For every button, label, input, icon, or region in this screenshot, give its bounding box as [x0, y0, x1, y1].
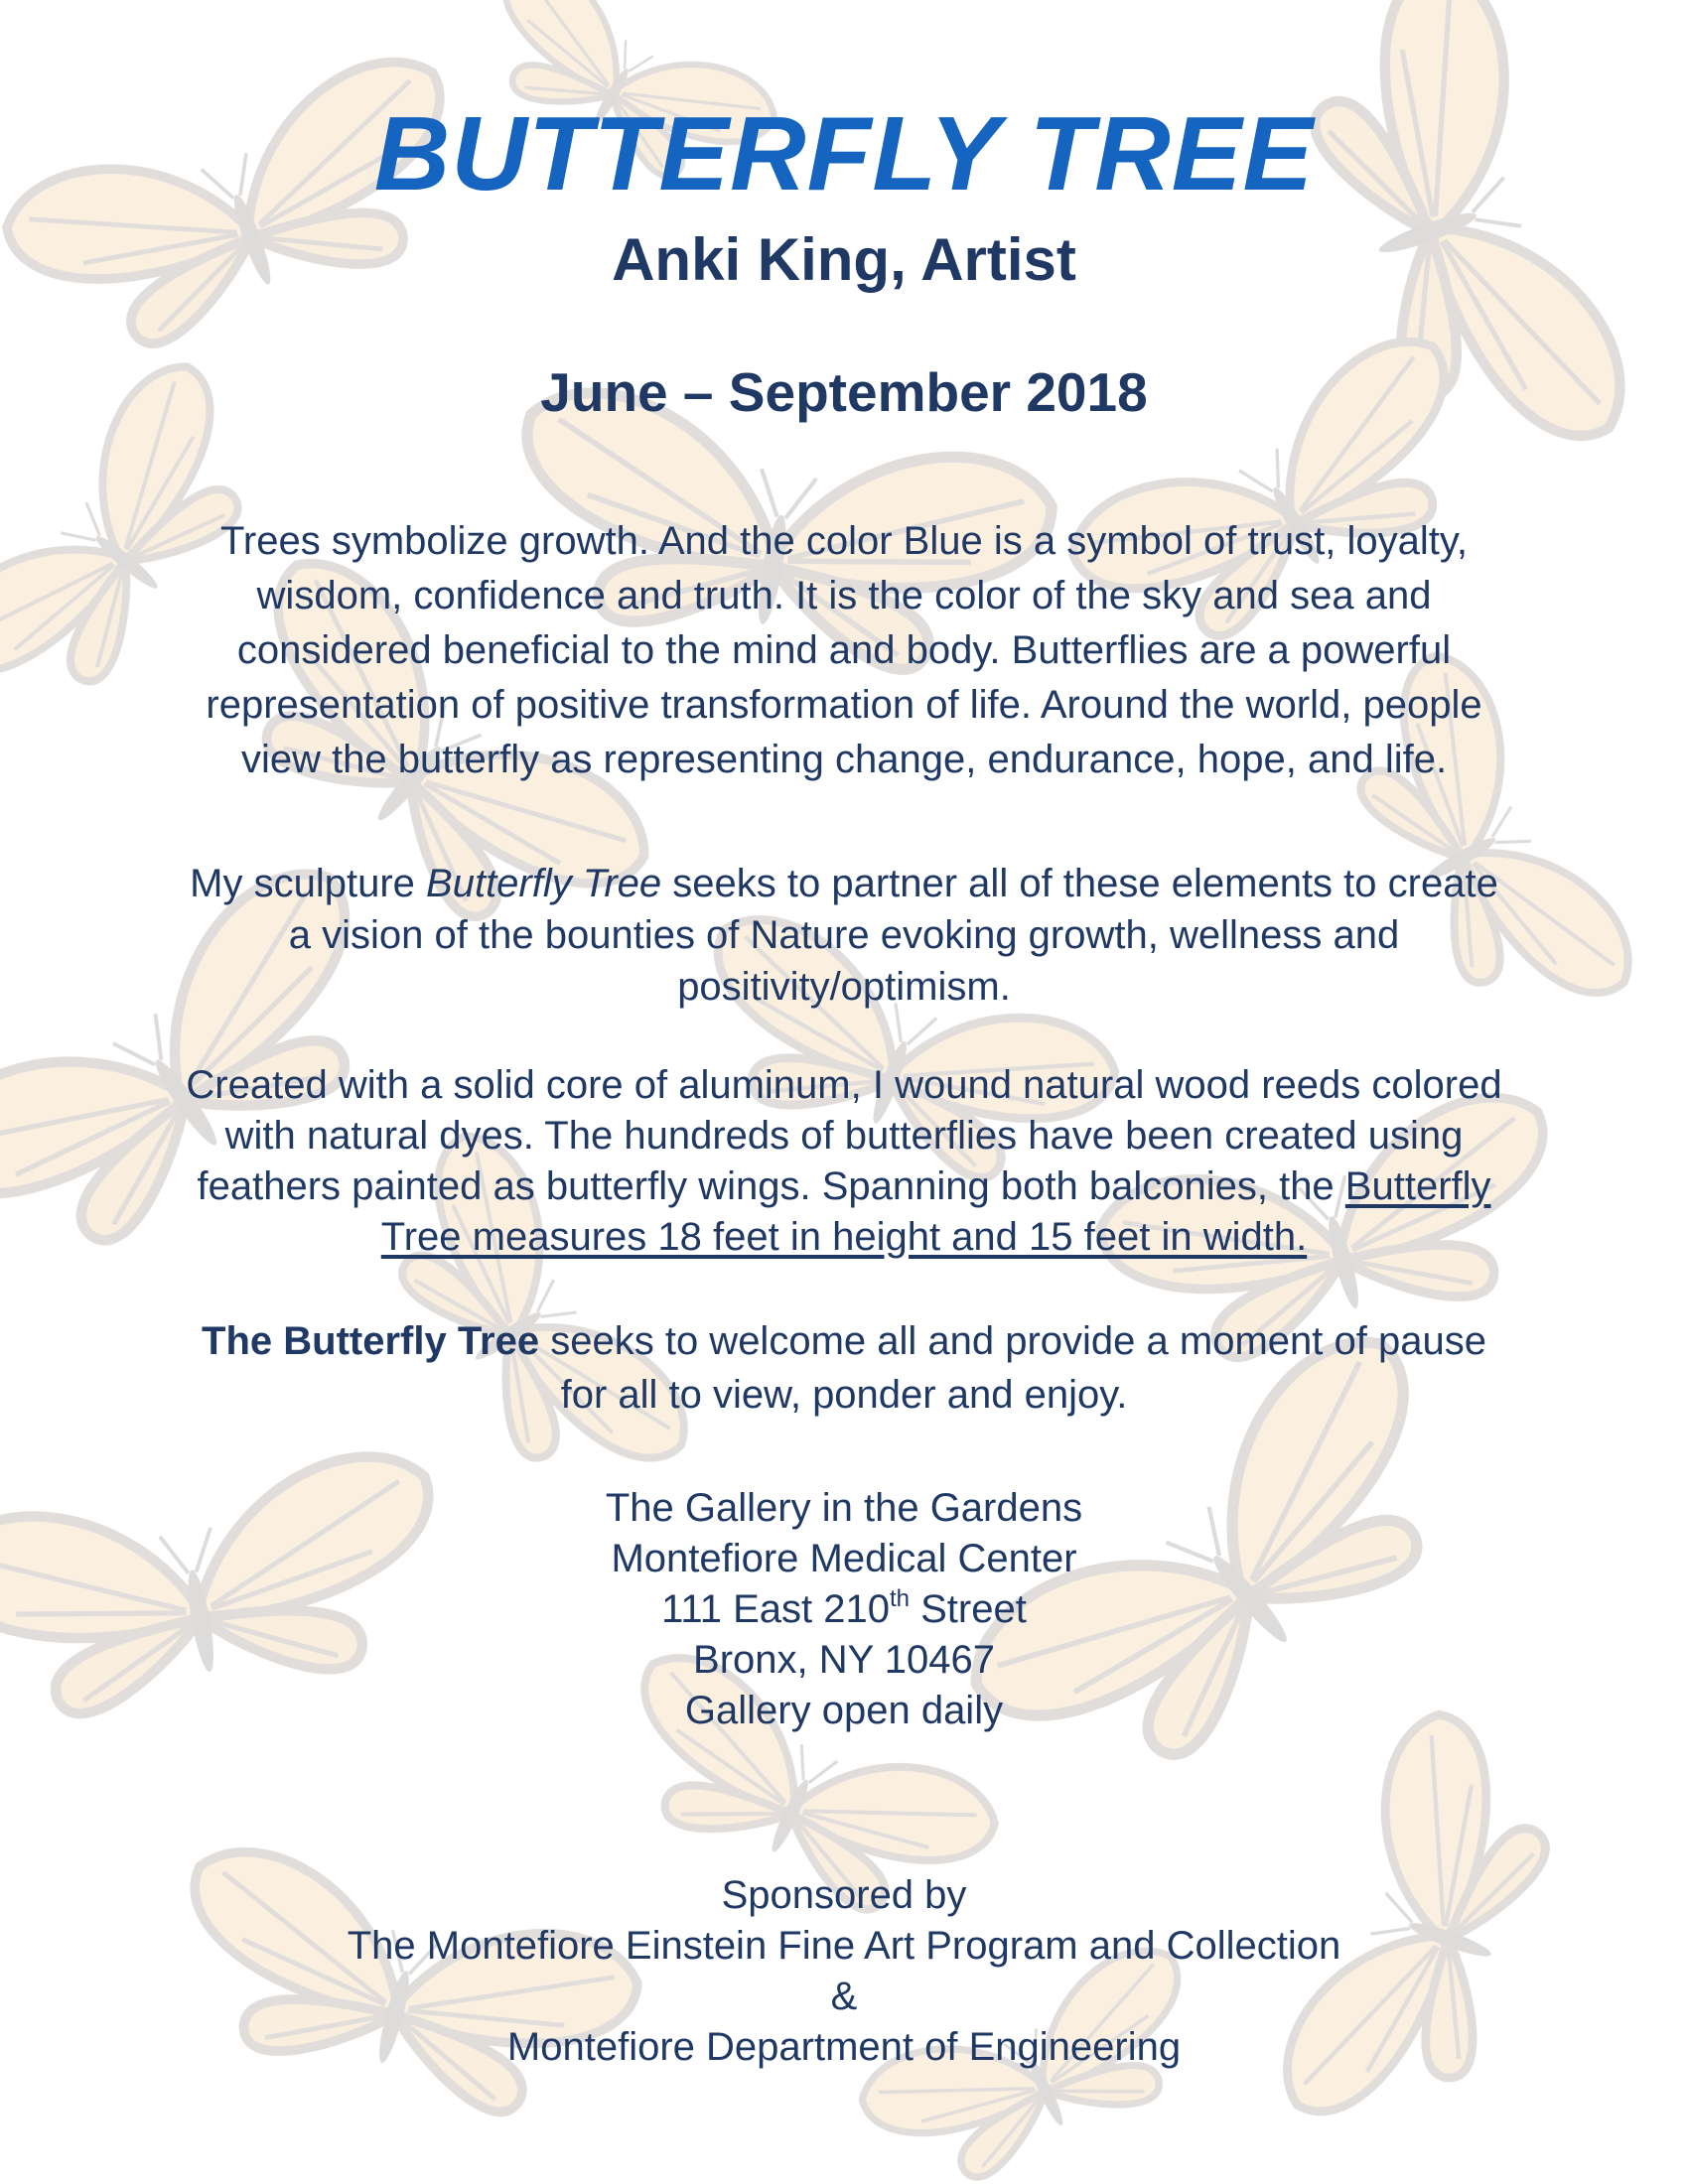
paragraph-line: considered beneficial to the mind and body. Butterflies are a powerful: [236, 628, 1452, 672]
sponsor-ampersand: &: [830, 1975, 858, 2018]
paragraph-welcome: [0, 1314, 1688, 1422]
sponsored-by-label: Sponsored by: [721, 1873, 967, 1917]
paragraph-line: Trees symbolize growth. And the color Blue is a symbol of trust, loyalty,: [219, 519, 1469, 563]
artist-name: Anki King, Artist: [612, 226, 1076, 293]
paragraph-materials: [0, 1060, 1688, 1263]
paragraph-line: for all to view, ponder and enjoy.: [560, 1373, 1128, 1417]
paragraph-sculpture: [0, 858, 1688, 1013]
paragraph-line: My sculpture Butterfly Tree seeks to partner all of these elements to create: [190, 862, 1498, 905]
gallery-hours: Gallery open daily: [684, 1689, 1004, 1732]
paragraph-line: The Butterfly Tree seeks to welcome all and provide a moment of pause: [202, 1319, 1486, 1363]
institution-name: Montefiore Medical Center: [611, 1537, 1077, 1580]
venue-address: [0, 1483, 1688, 1736]
city-state-zip: Bronx, NY 10467: [693, 1638, 995, 1682]
paragraph-line: with natural dyes. The hundreds of butterflies have been created using: [224, 1114, 1464, 1158]
paragraph-line: a vision of the bounties of Nature evoking growth, wellness and: [288, 913, 1400, 957]
exhibition-title: BUTTERFLY TREE: [373, 95, 1315, 212]
sponsor-name: The Montefiore Einstein Fine Art Program and Collection: [347, 1924, 1341, 1968]
sculpture-title-italic: Butterfly Tree: [426, 862, 662, 905]
sponsors-block: [0, 1870, 1688, 2073]
sponsor-name: Montefiore Department of Engineering: [506, 2025, 1182, 2069]
dimensions-underlined: Tree measures 18 feet in height and 15 feet in width.: [380, 1215, 1308, 1259]
paragraph-line: feathers painted as butterfly wings. Spanning both balconies, the Butterfly: [197, 1164, 1491, 1208]
paragraph-line: wisdom, confidence and truth. It is the color of the sky and sea and: [256, 574, 1432, 617]
paragraph-line: Created with a solid core of aluminum, I wound natural wood reeds colored: [186, 1063, 1502, 1107]
paragraph-line: view the butterfly as representing change, endurance, hope, and life.: [240, 738, 1448, 781]
exhibition-dates: June – September 2018: [540, 361, 1148, 423]
venue-name: The Gallery in the Gardens: [605, 1486, 1083, 1530]
paragraph-line: positivity/optimism.: [677, 965, 1011, 1009]
paragraph-line: representation of positive transformation of life. Around the world, people: [206, 683, 1482, 727]
paragraph-intro: [0, 514, 1688, 787]
sculpture-title-bold: The Butterfly Tree: [202, 1319, 540, 1363]
street-address: 111 East 210th Street: [661, 1584, 1027, 1631]
dimensions-underlined: Butterfly: [1344, 1164, 1491, 1208]
